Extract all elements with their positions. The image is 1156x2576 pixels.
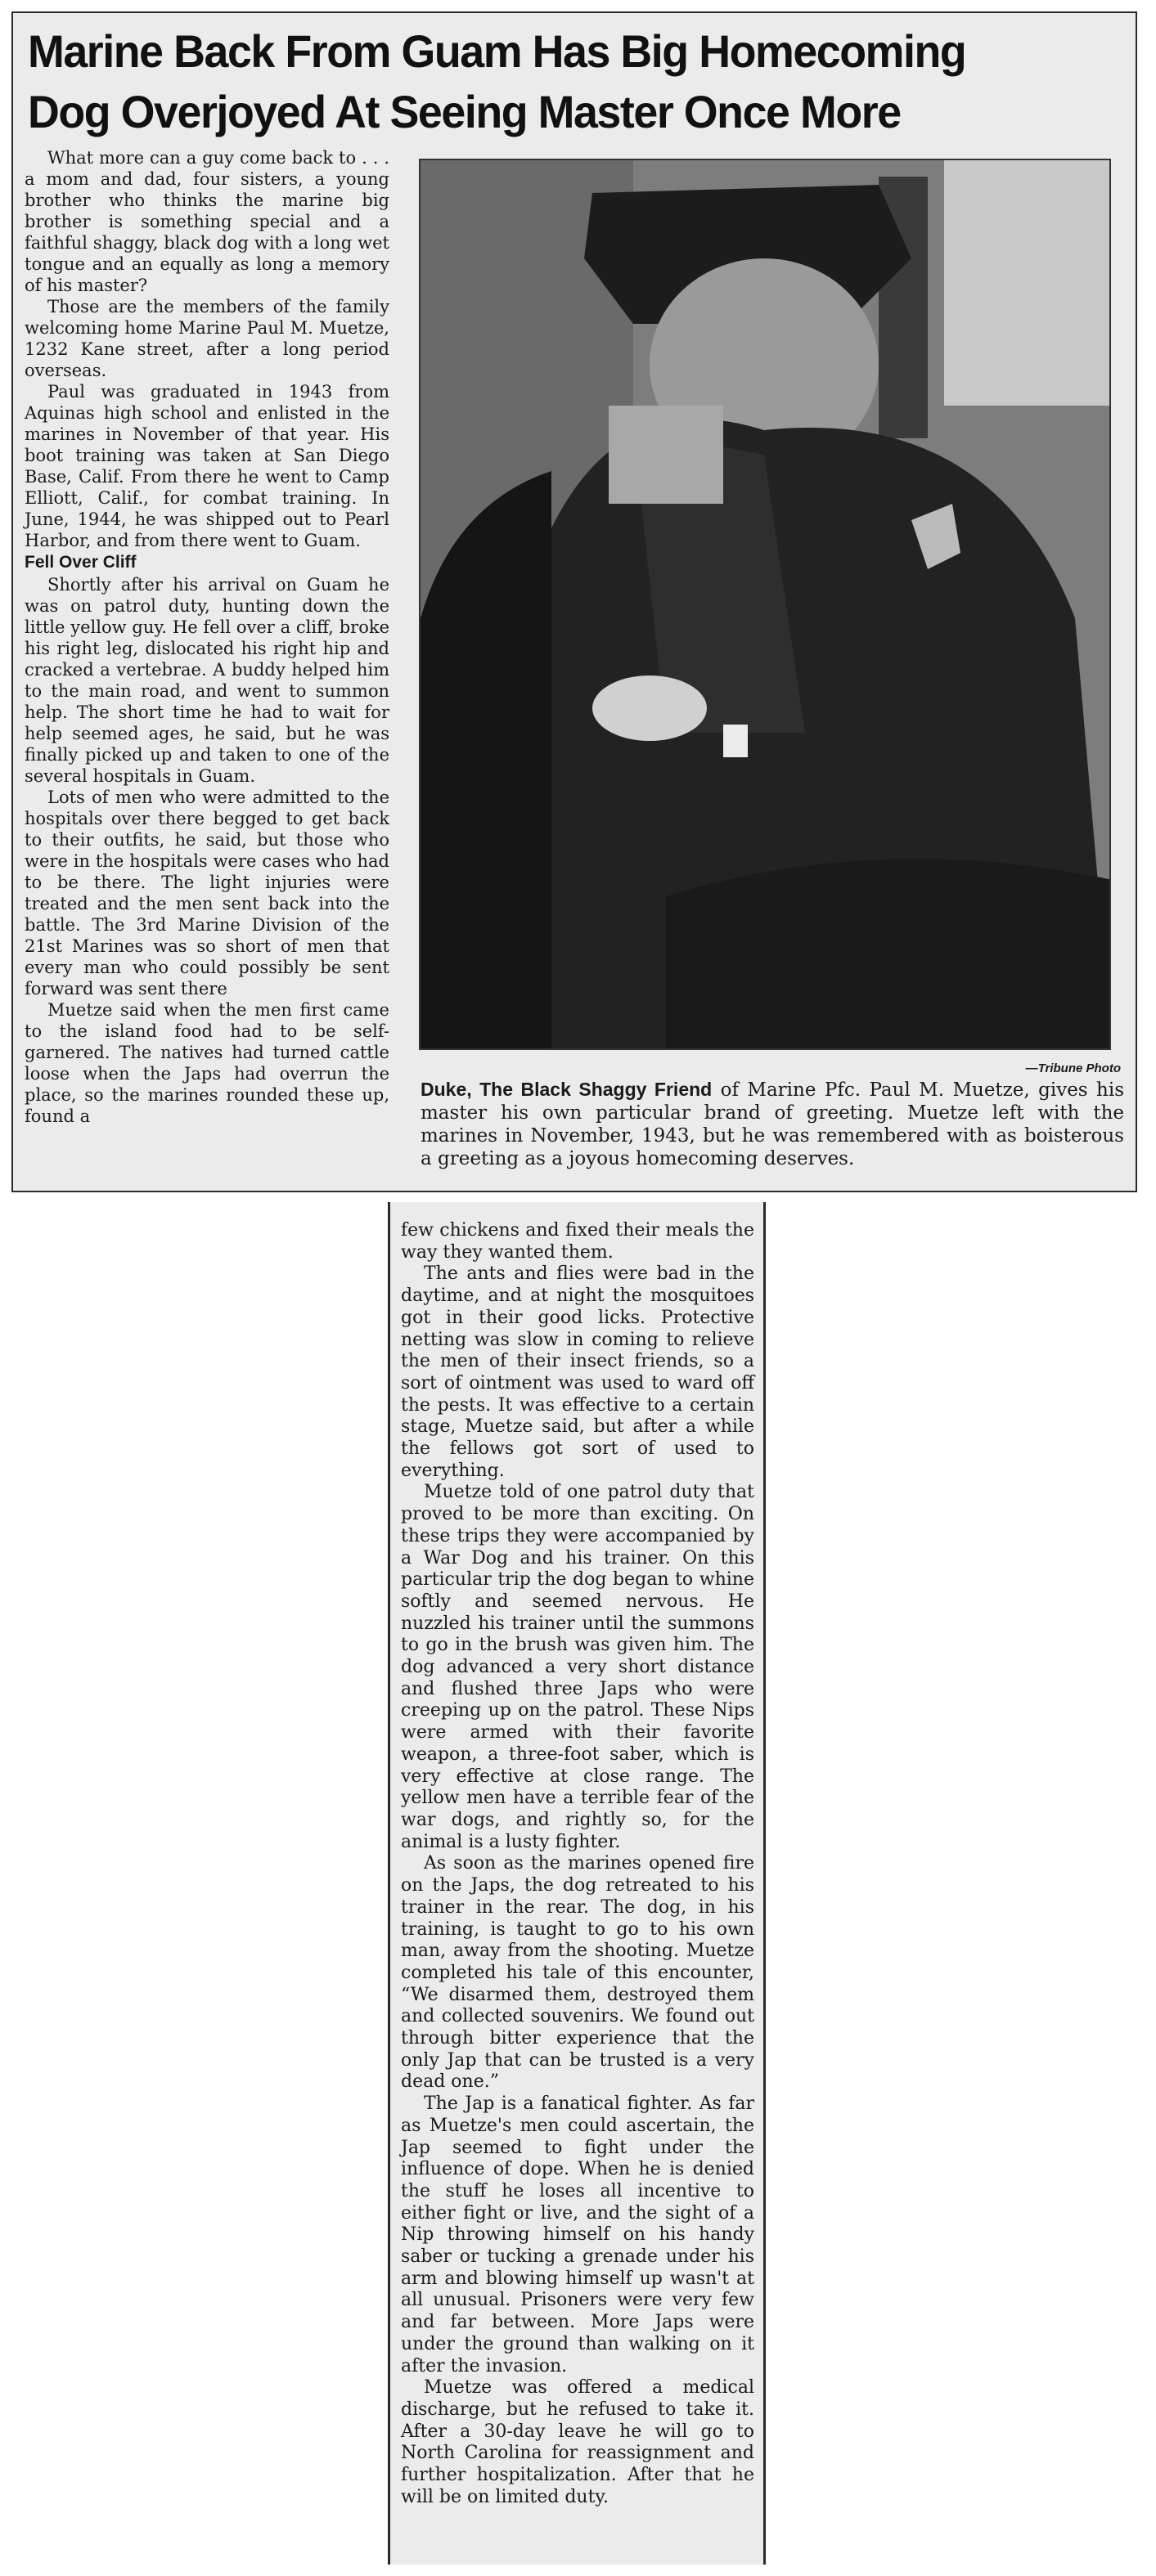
- paragraph: The Jap is a fanatical fighter. As far as Muetze's men could ascertain, the Jap seemed to fight under the influence of dope. When he is denied the stuff he loses all incentive to either fight or live, and the sight of a Nip throwing himself on his handy saber or tucking a grenade under his arm and blowing himself up wasn't at all unusual. Prisoners were very few and far between. More Japs were under the ground than walking on it after the invasion.: [401, 2094, 754, 2376]
- paragraph: As soon as the marines opened fire on the Japs, the dog retreated to his trainer in the rear. The dog, in his training, is taught to go to his own man, away from the shooting. Muetze completed his tale of this encounter, “We disarmed them, destroyed them and collected souvenirs. We found out through bitter experience that the only Jap that can be trusted is a very dead one.”: [401, 1853, 754, 2093]
- news-photo: [419, 159, 1111, 1050]
- photo-caption: [421, 1078, 1124, 1170]
- headline: [28, 21, 1080, 142]
- caption-lead: Duke, The Black Shaggy Friend: [421, 1079, 713, 1100]
- paragraph: Muetze was offered a medical discharge, but he refused to take it. After a 30-day leave he will go to North Carolina for reassignment and further hospitalization. After that he will be on limited duty.: [401, 2377, 754, 2507]
- photo-illustration: [421, 160, 1111, 1050]
- paragraph: Shortly after his arrival on Guam he was on patrol duty, hunting down the little yellow guy. He fell over a cliff, broke his right leg, dislocated his right hip and cracked a vertebrae. A buddy helped him to the main road, and went to summon help. The short time he had to wait for help seemed ages, he said, but he was finally picked up and taken to one of the several hospitals in Guam.: [25, 575, 389, 786]
- paragraph: Those are the members of the family welcoming home Marine Paul M. Muetze, 1232 Kane street, after a long period overseas.: [25, 297, 389, 380]
- subheading: Fell Over Cliff: [25, 553, 137, 572]
- paragraph: few chickens and fixed their meals the way they wanted them.: [401, 1220, 754, 1263]
- paragraph: Paul was graduated in 1943 from Aquinas high school and enlisted in the marines in November of that year. His boot training was taken at San Diego Base, Calif. From there he went to Camp Elliott, Calif., for combat training. In June, 1944, he was shipped out to Pearl Harbor, and from there went to Guam.: [25, 382, 389, 550]
- paragraph: What more can a guy come back to . . . a mom and dad, four sisters, a young brother who thinks the marine big brother is something special and a faithful shaggy, black dog with a long wet tongue and an equally as long a memory of his master?: [25, 148, 389, 295]
- continued-column: [401, 1220, 754, 2508]
- caption-body: of Marine Pfc. Paul M. Muetze, gives his master his own particular brand of greeting. Muetze left with the marines in November, 1943, but he was remembered with as boisterous a greeting as a joyous homecoming deserves.: [421, 1079, 1124, 1169]
- left-column: [25, 147, 389, 1127]
- paragraph: Muetze told of one patrol duty that proved to be more than exciting. On these trips they were accompanied by a War Dog and his trainer. On this particular trip the dog began to whine softly and seemed nervous. He nuzzled his trainer until the summons to go in the brush was given him. The dog advanced a very short distance and flushed three Japs who were creeping up on the patrol. These Nips were armed with their favorite weapon, a three-foot saber, which is very effective at close range. The yellow men have a terrible fear of the war dogs, and rightly so, for the animal is a lusty fighter.: [401, 1482, 754, 1852]
- photo-credit: —Tribune Photo: [1025, 1061, 1121, 1075]
- headline-line-2: Dog Overjoyed At Seeing Master Once More: [28, 86, 901, 137]
- paragraph: The ants and flies were bad in the daytime, and at night the mosquitoes got in their good licks. Protective netting was slow in coming to relieve the men of their insect friends, so a sort of ointment was used to ward off the pests. It was effective to a certain stage, Muetze said, but after a while the fellows got sort of used to everything.: [401, 1263, 754, 1481]
- paragraph: Lots of men who were admitted to the hospitals over there begged to get back to their outfits, he said, but those who were in the hospitals were cases who had to be there. The light injuries were treated and the men sent back into the battle. The 3rd Marine Division of the 21st Marines was so short of men that every man who could possibly be sent forward was sent there: [25, 788, 389, 999]
- paragraph: Muetze said when the men first came to the island food had to be self-garnered. The natives had turned cattle loose when the Japs had overrun the place, so the marines rounded these up, found a: [25, 1000, 389, 1126]
- headline-line-1: Marine Back From Guam Has Big Homecoming: [28, 25, 966, 77]
